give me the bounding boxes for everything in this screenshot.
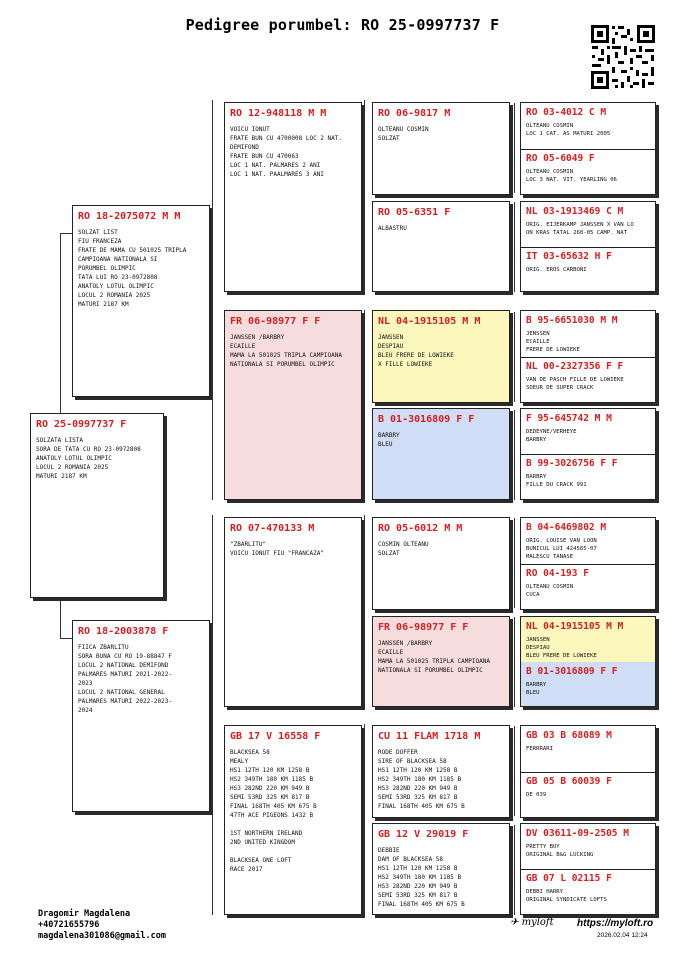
pedigree-card-g4[interactable] (521, 454, 655, 500)
ring-number: NL 04-1915105 M M (526, 621, 624, 632)
pedigree-card-pair (520, 823, 656, 915)
card-info: "ZBARLITU" VOICU IONUT FIU "FRANCAZA" (230, 541, 324, 557)
pedigree-card-g4[interactable] (521, 202, 655, 247)
pedigree-card-g4[interactable] (521, 617, 655, 662)
card-info: JANSSEN /BARBRY ECAILLE MAMA LA 501025 TRIPLA CAMPIOANA NATIONALA SI PORUMBEL OLIMPIC (230, 334, 342, 368)
card-info: OLTEANU COSMIN LOC 3 NAT. VIT. YEARLING 06 (526, 169, 617, 183)
card-info: BARBRY BLEU (526, 682, 547, 696)
ring-number: GB 07 L 02115 F (526, 873, 612, 884)
pedigree-card-g4[interactable] (521, 149, 655, 195)
connector-line (60, 233, 72, 234)
connector-line (514, 825, 515, 915)
ring-number: RO 05-6049 F (526, 153, 595, 164)
ring-number: RO 04-193 F (526, 568, 589, 579)
ring-number: RO 07-470133 M (230, 523, 315, 534)
card-info: ORIG. EIJERKAMP JANSSEN X VAN LO ON KRAS TATAL 268-05 CAMP. NAT (526, 222, 634, 236)
card-info: DE 039 (526, 792, 547, 798)
card-info: DEBBI HARRY ORIGINAL SYNDICATE LOFTS (526, 889, 607, 903)
ring-number: FR 06-98977 F F (378, 622, 469, 633)
ring-number: FR 06-98977 F F (230, 316, 321, 327)
ring-number: RO 05-6012 M M (378, 523, 463, 534)
pedigree-card-pair (520, 616, 656, 707)
pedigree-card-g4[interactable] (521, 518, 655, 564)
ring-number: NL 00-2327356 F F (526, 361, 624, 372)
pedigree-card-pair (520, 310, 656, 403)
pedigree-card-grandparent[interactable] (224, 102, 362, 292)
pedigree-card-dam[interactable] (72, 620, 210, 812)
card-info: BARBRY FILLE DU CRACK 991 (526, 474, 587, 488)
card-info: JANSSEN /BARBRY ECAILLE MAMA LA 501025 TRIPLA CAMPIOANA NATIONALA SI PORUMBEL OLIMPIC (378, 640, 490, 674)
connector-line (364, 100, 365, 292)
pedigree-card-great-grandparent[interactable] (372, 725, 510, 818)
ring-number: RO 05-6351 F (378, 207, 451, 218)
card-info: FERRRARI (526, 746, 553, 752)
pedigree-card-g4[interactable] (521, 409, 655, 454)
pedigree-card-g4[interactable] (521, 772, 655, 818)
ring-number: F 95-645742 M M (526, 413, 612, 424)
ring-number: DV 03611-09-2505 M (526, 828, 629, 839)
connector-line (514, 617, 515, 707)
pedigree-card-grandparent[interactable] (224, 725, 362, 915)
pedigree-card-g4[interactable] (521, 662, 655, 707)
page-title: Pedigree porumbel: RO 25-0997737 F (185, 16, 500, 34)
card-info: JANSSEN DESPIAU BLEU FRERE DE LOWIEKE (526, 637, 597, 659)
pedigree-card-great-grandparent[interactable] (372, 201, 510, 292)
card-info: FIICA ZBARLITU SORA BUNA CU RO 19-88847 F LOCUL 2 NATIONAL DEMIFOND PALMARES MATURI 2021-2022- 2023 LOCUL 2 NATIONAL GENERAL PALMARES MATURI 2022-2023- 2024 (78, 644, 172, 714)
pedigree-card-g4[interactable] (521, 357, 655, 403)
card-info: PRETTY BOY ORIGINAL B&G LUCKING (526, 844, 594, 858)
ring-number: GB 05 B 60039 F (526, 776, 612, 787)
pedigree-card-subject[interactable] (30, 413, 164, 598)
ring-number: B 01-3016809 F F (378, 414, 475, 425)
card-info: JANSSEN DESPIAU BLEU FRERE DE LOWIEKE X FILLE LOWIEKE (378, 334, 454, 368)
bird-icon: ✈ (510, 917, 519, 928)
card-info: SOLZAT LIST FIU FRANCEZA FRATE DE MAMA CU 501025 TRIPLA CAMPIOANA NATIONALA SI PORUMBEL OLIMPIC TATA LUI RO 23-0972808 ANATOLY LOTUL OLIMPIC LOCUL 2 ROMANIA 2025 MATURI 2187 KM (78, 229, 187, 308)
pedigree-card-pair (520, 201, 656, 292)
pedigree-card-grandparent[interactable] (224, 310, 362, 500)
ring-number: NL 03-1913469 C M (526, 206, 624, 217)
ring-number: RO 18-2075072 M M (78, 211, 181, 222)
ring-number: RO 06-9817 M (378, 108, 451, 119)
pedigree-card-g4[interactable] (521, 726, 655, 772)
qr-code-icon (590, 24, 656, 90)
connector-line (364, 724, 365, 916)
card-info: JENSSEN ECAILLE FRERE DE LOWIEKE (526, 331, 580, 353)
ring-number: RO 18-2003878 F (78, 626, 169, 637)
owner-contact (38, 909, 166, 942)
pedigree-card-great-grandparent[interactable] (372, 823, 510, 915)
connector-line (60, 233, 61, 413)
ring-number: B 04-6469802 M (526, 522, 607, 533)
logo-text: myloft (521, 917, 554, 928)
connector-line (212, 100, 213, 500)
ring-number: GB 17 V 16558 F (230, 731, 321, 742)
card-info: OLTEANU COSMIN SOLZAT (378, 126, 429, 142)
connector-line (364, 310, 365, 502)
ring-number: IT 03-65632 H F (526, 251, 612, 262)
card-info: BARBRY BLEU (378, 432, 400, 448)
pedigree-card-g4[interactable] (521, 247, 655, 292)
pedigree-card-great-grandparent[interactable] (372, 310, 510, 403)
pedigree-card-g4[interactable] (521, 103, 655, 149)
connector-line (60, 598, 61, 638)
card-info: RODE DOFFER SIRE OF BLACKSEA 58 HS1 12TH 120 KM 1258 B HS2 349TH 180 KM 1185 B HS3 282ND 220 KM 949 B SEMI 53RD 325 KM 817 B FINAL 168TH 405 KM 675 B (378, 749, 465, 810)
pedigree-card-g4[interactable] (521, 824, 655, 869)
connector-line (60, 638, 72, 639)
ring-number: NL 04-1915105 M M (378, 316, 481, 327)
card-info: ORIG. EROS CARBONI (526, 267, 587, 273)
card-info: VOICU IONUT FRATE BUN CU 4700008 LOC 2 NAT. DEMIFOND FRATE BUN CU 470063 LOC 1 NAT. PALMARES 2 ANI LOC 1 NAT. PAALMARES 3 ANI (230, 126, 342, 178)
ring-number: RO 25-0997737 F (36, 419, 127, 430)
connector-line (514, 518, 515, 608)
connector-line (514, 410, 515, 500)
pedigree-card-sire[interactable] (72, 205, 210, 397)
owner-email[interactable]: magdalena301086@gmail.com (38, 931, 166, 941)
pedigree-card-great-grandparent[interactable] (372, 102, 510, 195)
pedigree-card-g4[interactable] (521, 564, 655, 610)
card-info: ALBASTRU (378, 225, 407, 232)
pedigree-card-pair (520, 725, 656, 818)
pedigree-card-g4[interactable] (521, 869, 655, 915)
card-info: BLACKSEA 58 MEALY HS1 12TH 120 KM 1258 B HS2 349TH 180 KM 1185 B HS3 282ND 220 KM 949 B SEMI 53RD 325 KM 817 B FINAL 168TH 405 KM 675 B 47TH ACE PIGEONS 1432 B 1ST NORTHERN IRELAND 2ND UNITED KINGDOM BLACKSEA ONE LOFT RACE 2017 (230, 749, 317, 873)
owner-name: Dragomir Magdalena (38, 909, 131, 919)
connector-line (514, 103, 515, 193)
connector-line (364, 515, 365, 707)
ring-number: RO 03-4012 C M (526, 107, 607, 118)
website-link[interactable]: https://myloft.ro (577, 918, 654, 929)
card-info: VAN DE PASCH FILLE DE LOWIEKE SOEUR DE SUPER CRACK (526, 377, 624, 391)
ring-number: B 01-3016809 F F (526, 666, 618, 677)
ring-number: RO 12-948118 M M (230, 108, 327, 119)
card-info: ORIG. LOUISE VAN LOON BUNICUL LUI 424585-07 MALESCU TANASE (526, 538, 597, 560)
ring-number: B 95-6651030 M M (526, 315, 618, 326)
connector-line (514, 726, 515, 816)
pedigree-card-pair (520, 102, 656, 195)
ring-number: GB 12 V 29019 F (378, 829, 469, 840)
card-info: OLTEANU COSMIN LOC 1 CAT. AS MATURI 2005 (526, 123, 611, 137)
pedigree-card-great-grandparent[interactable] (372, 408, 510, 500)
myloft-logo (510, 917, 554, 928)
card-info: COSMIN OLTEANU SOLZAT (378, 541, 429, 557)
card-info: SOLZATA LISTA SORA DE TATA CU RO 23-0972808 ANATOLY LOTUL OLIMPIC LOCUL 2 ROMANIA 2025 MATURI 2187 KM (36, 437, 141, 480)
print-timestamp: 2026.02.04 12:24 (597, 932, 648, 939)
pedigree-card-great-grandparent[interactable] (372, 517, 510, 610)
connector-line (514, 312, 515, 402)
connector-line (212, 515, 213, 915)
pedigree-card-g4[interactable] (521, 311, 655, 357)
pedigree-card-great-grandparent[interactable] (372, 616, 510, 707)
card-info: DEBBIE DAM OF BLACKSEA 58 HS1 12TH 120 KM 1258 B HS2 349TH 180 KM 1185 B HS3 282ND 220 KM 949 B SEMI 53RD 325 KM 817 B FINAL 168TH 405 KM 675 B (378, 847, 465, 908)
ring-number: GB 03 B 68089 M (526, 730, 612, 741)
pedigree-card-pair (520, 517, 656, 610)
ring-number: CU 11 FLAM 1718 M (378, 731, 481, 742)
pedigree-card-pair (520, 408, 656, 500)
card-info: DEDEYNE/VERHEYE BARBRY (526, 429, 577, 443)
owner-phone[interactable]: +40721655796 (38, 920, 100, 930)
card-info: OLTEANU COSMIN CUCA (526, 584, 574, 598)
ring-number: B 99-3026756 F F (526, 458, 618, 469)
pedigree-card-grandparent[interactable] (224, 517, 362, 707)
connector-line (514, 202, 515, 292)
